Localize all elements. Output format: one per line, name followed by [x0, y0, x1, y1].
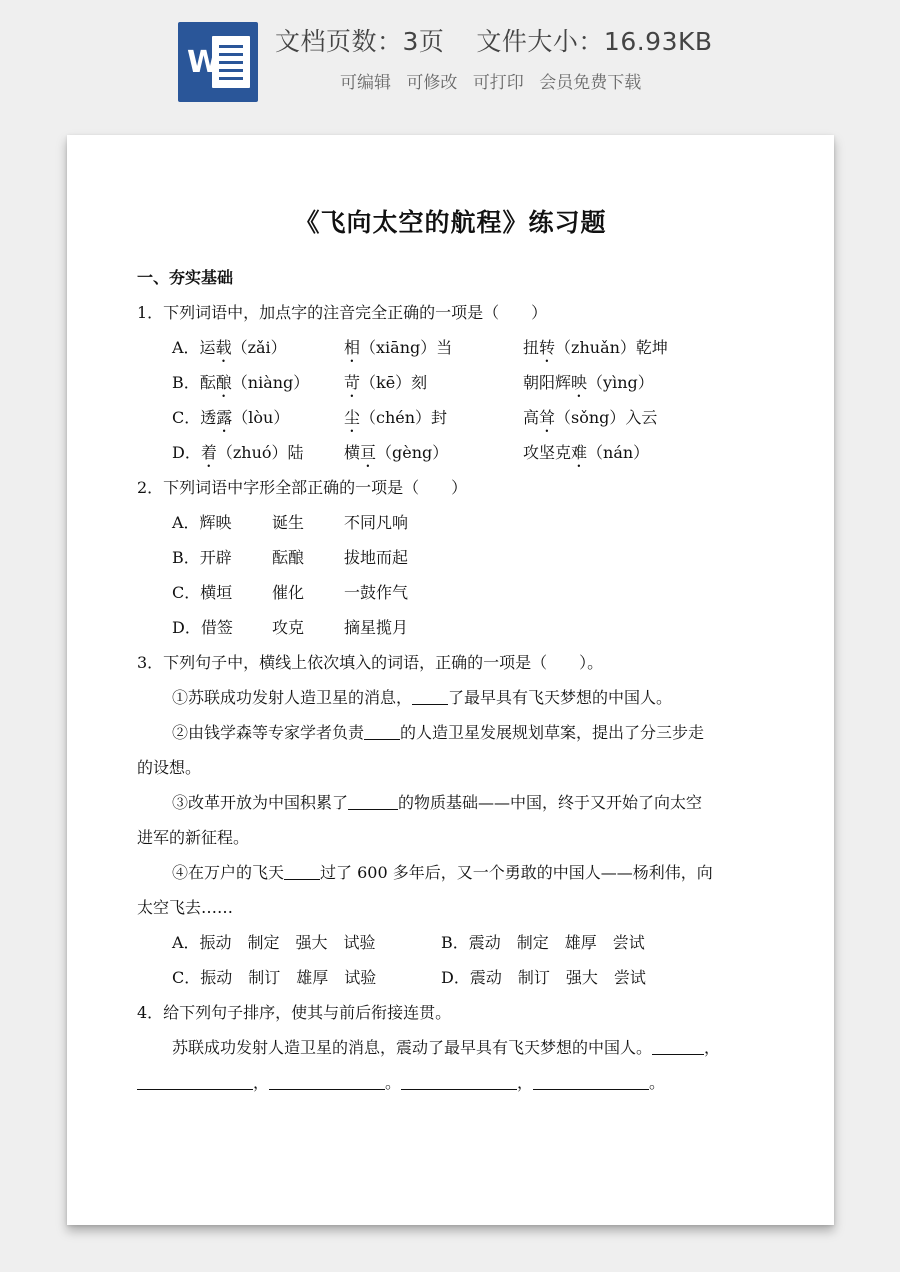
feature-list: [340, 68, 651, 93]
question-4-stem: 4．给下列句子排序，使其与前后衔接连贯。: [137, 1003, 452, 1022]
q3-option-a: A．振动 制定 强大 试验: [172, 933, 376, 952]
fill-blank: [412, 688, 448, 705]
q3-sentence-3-cont: 进军的新征程。: [137, 828, 250, 847]
q4-answer-blanks: ， 。 ， 。: [137, 1072, 665, 1094]
q3-sentence-4-cont: 太空飞去……: [137, 898, 234, 917]
fill-blank: [284, 863, 320, 880]
feature-printable: 可打印: [472, 73, 524, 93]
q3-sentence-3: ③改革开放为中国积累了 的物质基础——中国，终于又开始了向太空: [172, 793, 703, 812]
page-count: 文档页数：3页: [275, 27, 445, 56]
question-3-stem: 3．下列句子中，横线上依次填入的词语，正确的一项是（ ）。: [137, 653, 604, 672]
fill-blank: [652, 1038, 704, 1055]
q3-sentence-4: ④在万户的飞天 过了 600 多年后，又一个勇敢的中国人——杨利伟，向: [172, 863, 713, 882]
word-w-letter: W: [187, 45, 221, 80]
fill-blank: [364, 723, 400, 740]
q3-sentence-1: ①苏联成功发射人造卫星的消息， 了最早具有飞天梦想的中国人。: [172, 688, 673, 707]
document-title: 《飞向太空的航程》练习题: [294, 208, 607, 237]
document-page: 《飞向太空的航程》练习题 一、夯实基础 1．下列词语中，加点字的注音完全正确的一项是（ ） A．运载（zǎi） 相（xiāng）当 扭转（zhuǎn）乾坤 B．酝酿（niàng） 苛（kē）刻 朝阳辉映（yìng） C．透露（lòu） 尘（chén）封 高耸（sǒng）入云 D．着（zhuó）陆 横亘（gèng） 攻坚克难（nán） 2．下列词语中字形全部正确的一项是（ ） A．辉映 诞生 不同凡响 B．开辟 酝酿 拔地而起 C．横垣 催化 一鼓作气 D．借签 攻克 摘星揽月 3．下列句子中，横线上依次填入的词语，正确的一项是（ ）。 ①苏联成功发射人造卫星的消息， 了最早具有飞天梦想的中国人。 ②由钱学森等专家学者负责 的人造卫星发展规划草案，提出了分三步走 的设想。 ③改革开放为中国积累了 的物质基础——中国，终于又开始了向太空 进军的新征程。 ④在万户的飞天 过了 600 多年后，又一个勇敢的中国人——杨利伟，向 太空飞去…… A．振动 制定 强大 试验 B．震动 制定 雄厚 尝试 C．振动 制订 雄厚 试验 D．震动 制订 强大 尝试 4．给下列句子排序，使其与前后衔接连贯。 苏联成功发射人造卫星的消息，震动了最早具有飞天梦想的中国人。 ， ， 。 ， 。: [67, 135, 834, 1225]
answer-blank: [137, 1073, 253, 1090]
answer-blank: [269, 1073, 385, 1090]
q3-option-b: B．震动 制定 雄厚 尝试: [441, 933, 645, 952]
feature-editable: 可编辑: [340, 73, 391, 93]
file-meta: [275, 22, 713, 58]
answer-blank: [533, 1073, 649, 1090]
feature-modifiable: 可修改: [406, 73, 458, 93]
section-heading: 一、夯实基础: [137, 268, 234, 287]
download-banner: [0, 0, 900, 130]
q3-sentence-2-cont: 的设想。: [137, 758, 202, 777]
question-1-stem: 1．下列词语中，加点字的注音完全正确的一项是（ ）: [137, 303, 548, 322]
q3-option-d: D．震动 制订 强大 尝试: [441, 968, 646, 987]
feature-free-download: 会员免费下载: [539, 73, 642, 93]
q4-sentence-1: 苏联成功发射人造卫星的消息，震动了最早具有飞天梦想的中国人。 ，: [172, 1038, 721, 1057]
answer-blank: [401, 1073, 517, 1090]
q3-option-c: C．振动 制订 雄厚 试验: [172, 968, 377, 987]
file-size: 文件大小：16.93KB: [476, 27, 713, 56]
q3-sentence-2: ②由钱学森等专家学者负责 的人造卫星发展规划草案，提出了分三步走: [172, 723, 705, 742]
question-2-stem: 2．下列词语中字形全部正确的一项是（ ）: [137, 478, 468, 497]
fill-blank: [348, 793, 398, 810]
word-document-icon: [178, 22, 258, 102]
